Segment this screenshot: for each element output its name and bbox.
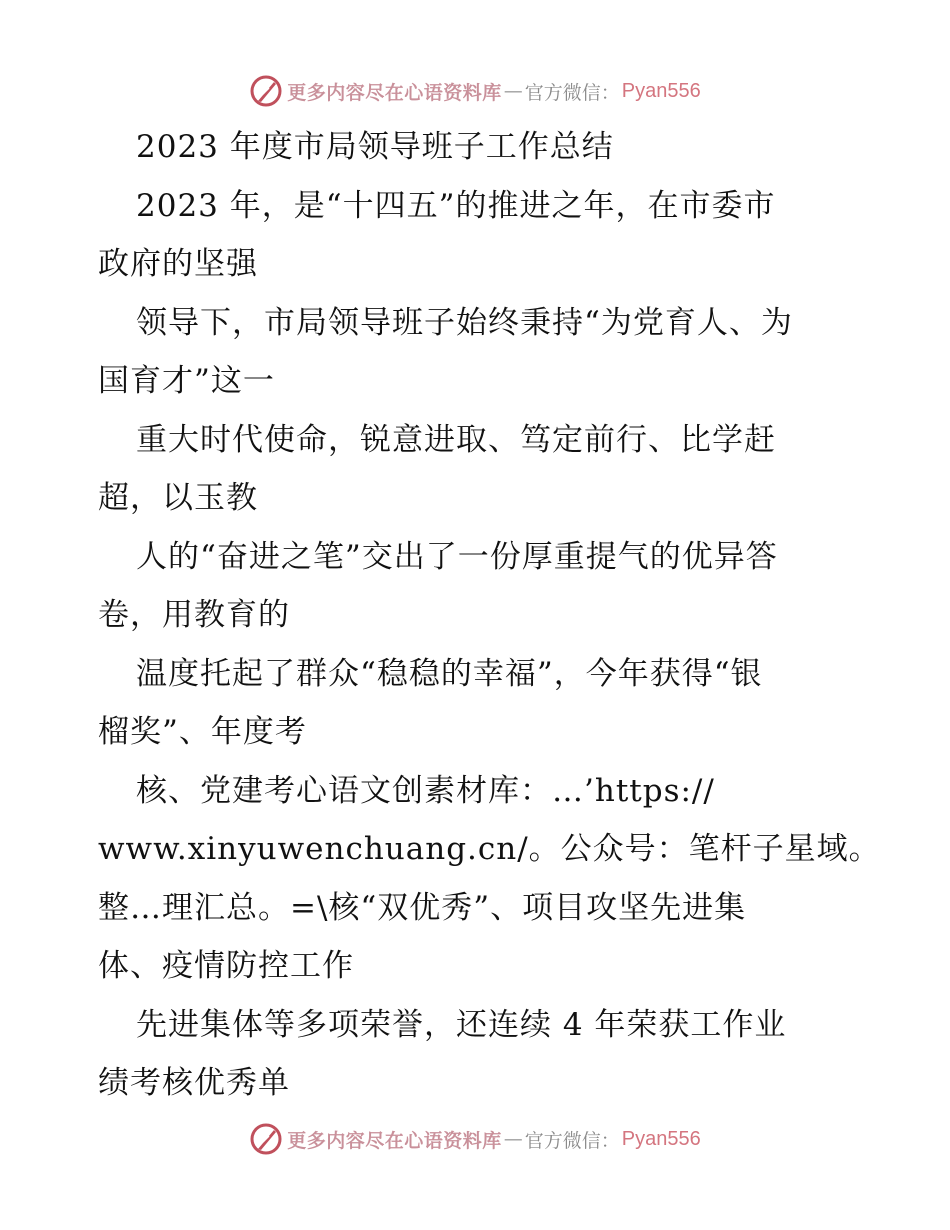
text-line: 核、党建考心语文创素材库：…’https://	[136, 772, 715, 809]
text-line: 温度托起了群众“稳稳的幸福”，今年获得“银	[136, 655, 763, 692]
banner-wechat-id: Pyan556	[621, 79, 701, 102]
text-line: 国育才”这一	[98, 363, 275, 399]
text-line: 重大时代使命，锐意进取、笃定前行、比学赶	[136, 421, 776, 458]
text-line: 人的“奋进之笔”交出了一份厚重提气的优异答	[136, 538, 778, 575]
banner-wechat-label: 官方微信：	[524, 81, 620, 104]
feather-pen-logo-icon	[249, 74, 283, 108]
text-line: 卷，用教育的	[98, 597, 290, 633]
banner-separator: —	[503, 80, 523, 102]
text-line: 先进集体等多项荣誉，还连续 4 年荣获工作业	[136, 1006, 787, 1043]
text-line: www.xinyuwenchuang.cn/。公众号：笔杆子星域。	[98, 831, 881, 867]
text-line: 2023 年度市局领导班子工作总结	[136, 129, 614, 165]
banner-wechat-id: Pyan556	[621, 1127, 701, 1150]
text-line: 政府的坚强	[98, 246, 258, 282]
banner-text: 更多内容尽在心语资料库	[287, 81, 502, 104]
text-line: 超，以玉教	[98, 480, 258, 516]
banner-wechat-label: 官方微信：	[524, 1129, 620, 1152]
document-body	[98, 118, 881, 1113]
text-line: 绩考核优秀单	[98, 1065, 290, 1101]
text-line: 整…理汇总。=\核“双优秀”、项目攻坚先进集	[98, 889, 747, 926]
banner-separator: —	[503, 1128, 523, 1150]
text-line: 体、疫情防控工作	[98, 948, 354, 984]
text-line: 领导下，市局领导班子始终秉持“为党育人、为	[136, 304, 793, 341]
text-line: 榴奖”、年度考	[98, 714, 307, 750]
text-line: 2023 年，是“十四五”的推进之年，在市委市	[136, 187, 776, 224]
banner-text: 更多内容尽在心语资料库	[287, 1129, 502, 1152]
footer-watermark-banner	[0, 1119, 950, 1159]
feather-pen-logo-icon	[249, 1122, 283, 1156]
header-watermark-banner	[0, 71, 950, 111]
